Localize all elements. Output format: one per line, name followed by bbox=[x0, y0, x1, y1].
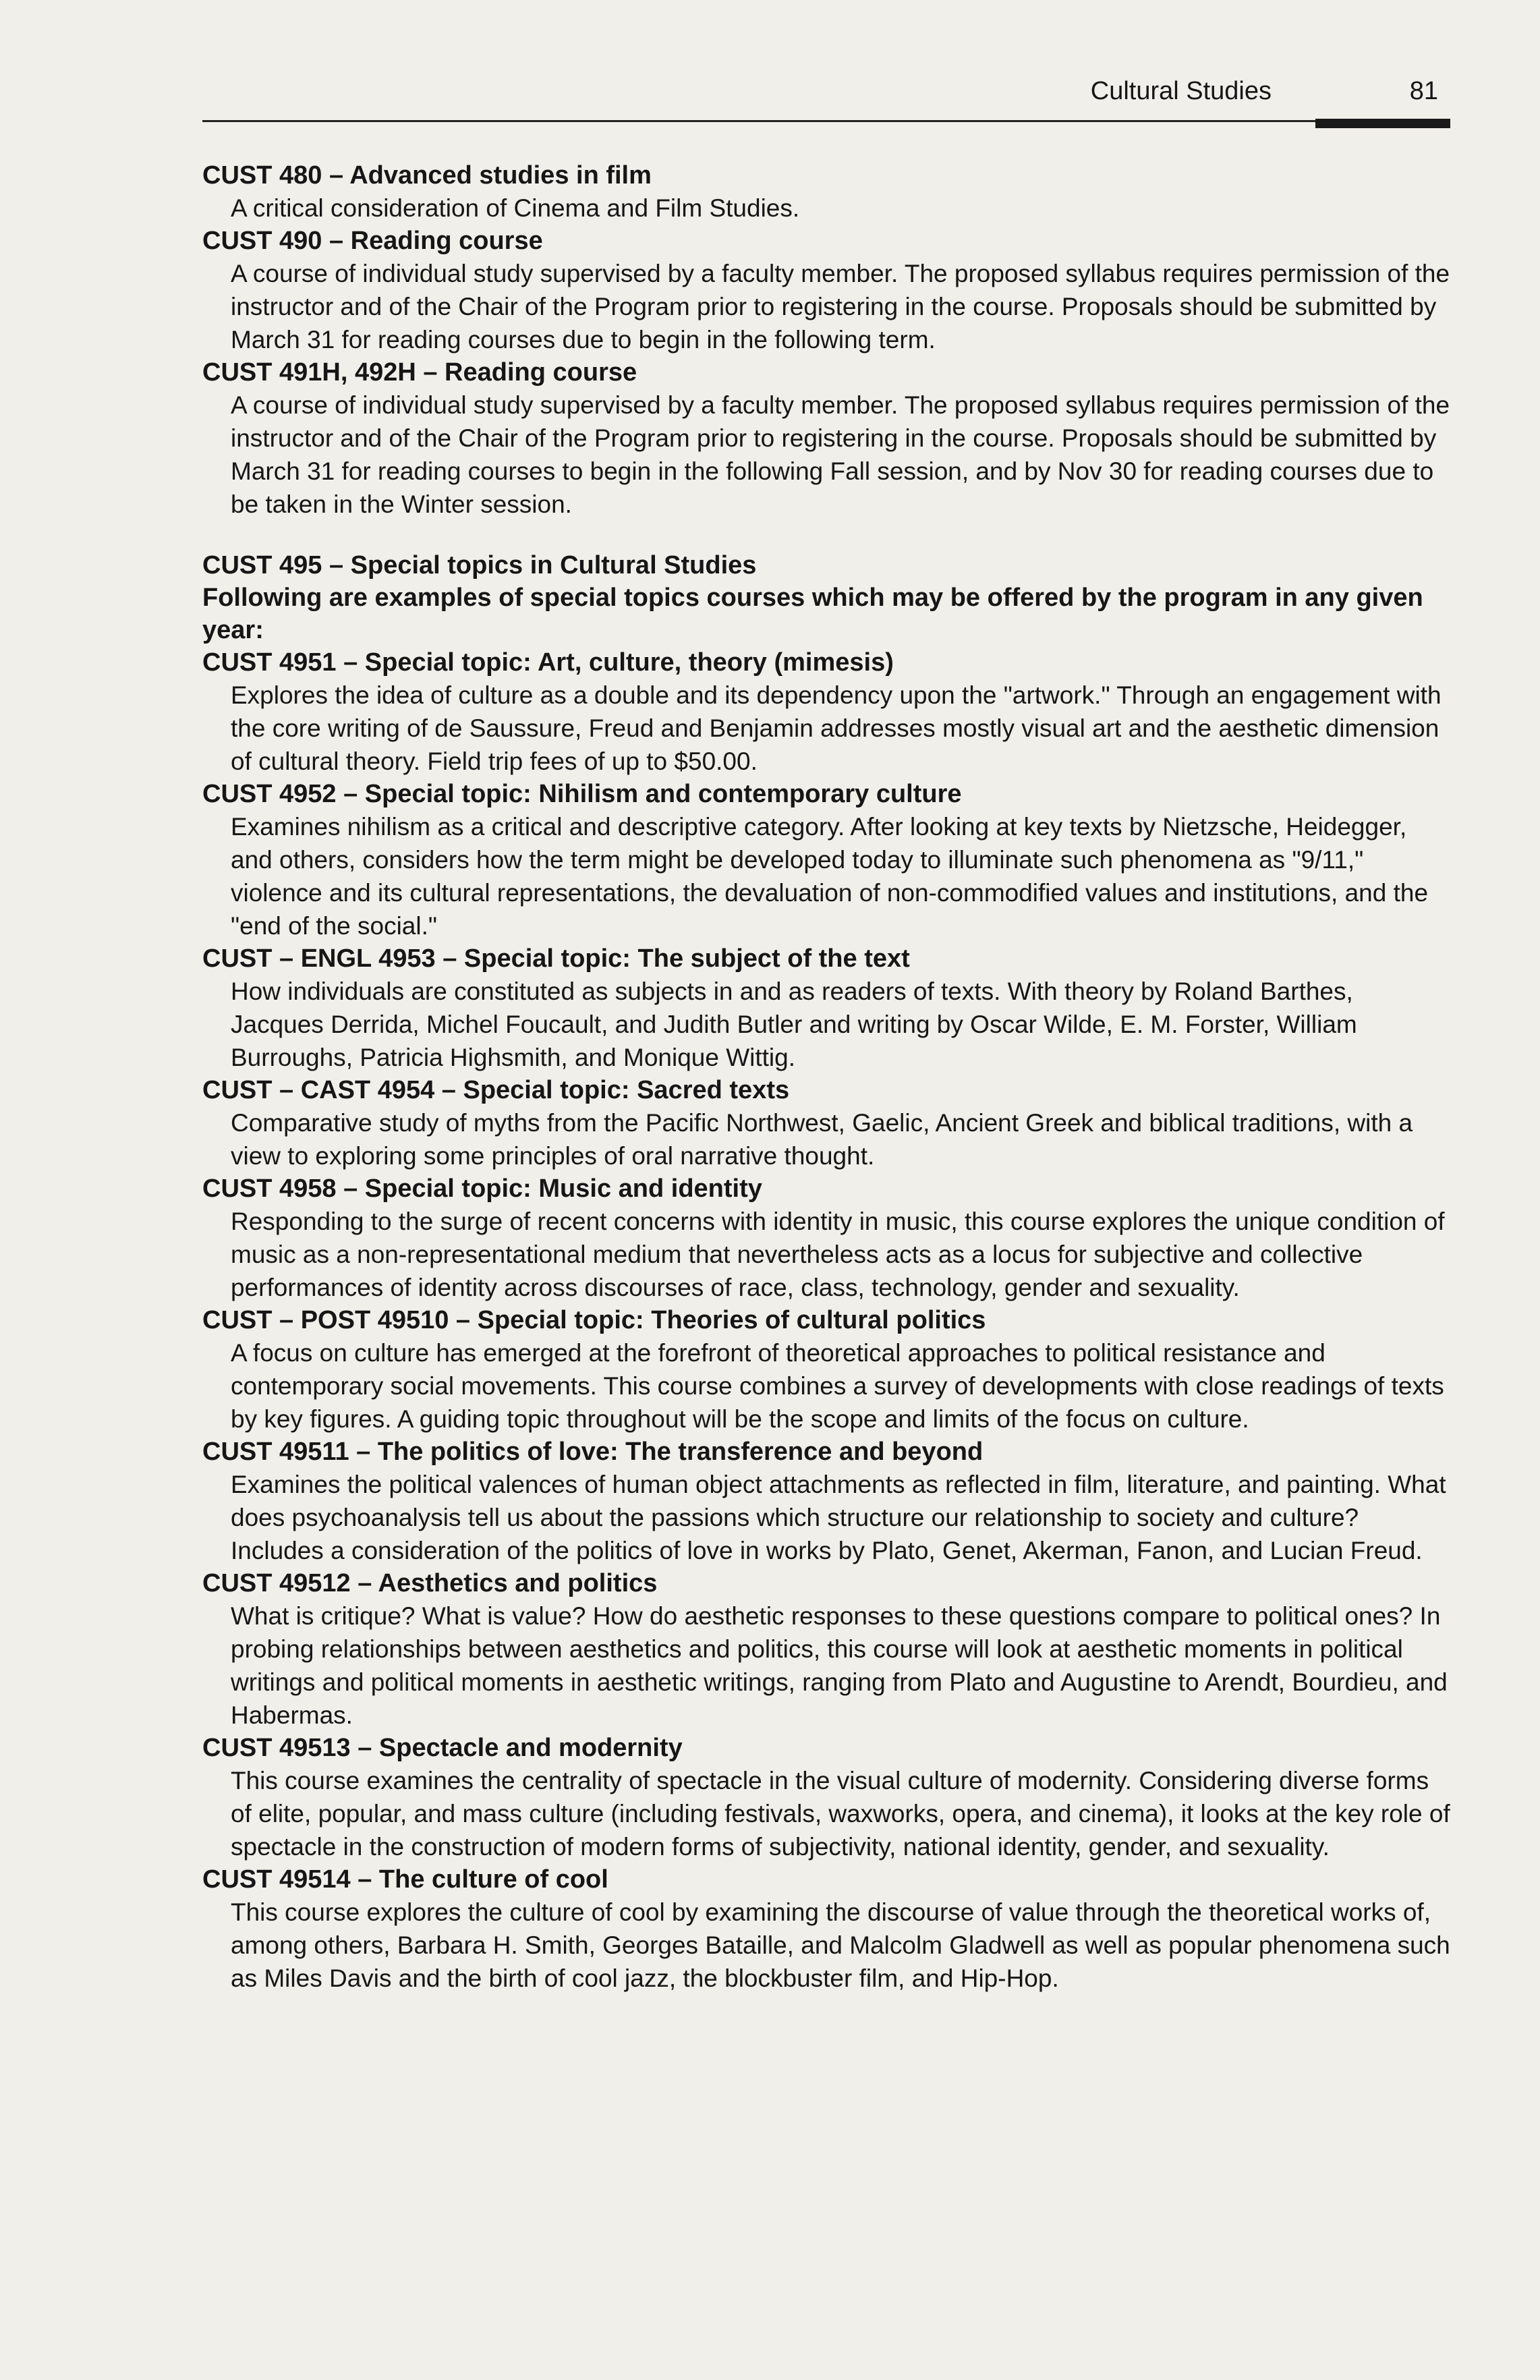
running-header-title: Cultural Studies bbox=[1090, 77, 1272, 105]
course-entry bbox=[202, 1074, 1450, 1172]
course-entry bbox=[202, 1863, 1450, 1995]
course-entry bbox=[202, 1732, 1450, 1863]
header-rule bbox=[202, 120, 1450, 122]
course-title: CUST – ENGL 4953 – Special topic: The subject of the text bbox=[202, 944, 910, 973]
course-entry bbox=[202, 646, 1450, 778]
course-entry bbox=[202, 1436, 1450, 1567]
course-entry bbox=[202, 942, 1450, 1074]
header-rule-accent bbox=[1315, 119, 1450, 128]
course-description: Examines nihilism as a critical and descriptive category. After looking at key texts by Nietzsche, Heidegger, and others, considers how the term might be developed today to illuminate such phenomena as "9/11," violence and its cultural representations, the devaluation of non-commodified values and institutions, and the "end of the social." bbox=[231, 813, 1429, 940]
course-title: CUST – POST 49510 – Special topic: Theories of cultural politics bbox=[202, 1306, 986, 1334]
course-title: CUST 480 – Advanced studies in film bbox=[202, 161, 652, 190]
course-title: CUST – CAST 4954 – Special topic: Sacred texts bbox=[202, 1076, 790, 1104]
course-listing bbox=[202, 159, 1450, 1995]
course-description: This course explores the culture of cool by examining the discourse of value through the theoretical works of, among others, Barbara H. Smith, Georges Bataille, and Malcolm Gladwell as well as popular phenomena such as Miles Davis and the birth of cool jazz, the blockbuster film, and Hip-Hop. bbox=[231, 1898, 1450, 1992]
section-spacer bbox=[202, 521, 1450, 549]
course-title: CUST 4952 – Special topic: Nihilism and contemporary culture bbox=[202, 780, 962, 808]
course-entry bbox=[202, 1304, 1450, 1436]
course-description: Explores the idea of culture as a double and its dependency upon the "artwork." Through an engagement with the core writing of de Saussure, Freud and Benjamin addresses mostly visual art and the aesthetic dimension of cultural theory. Field trip fees of up to $50.00. bbox=[231, 681, 1442, 775]
course-entry bbox=[202, 356, 1450, 521]
course-description: A course of individual study supervised by a faculty member. The proposed syllabus requires permission of the instructor and of the Chair of the Program prior to registering in the course. Proposals should be submitted by March 31 for reading courses due to begin in the following term. bbox=[231, 260, 1450, 353]
special-topics-intro: Following are examples of special topics courses which may be offered by the program in any given year: bbox=[202, 584, 1423, 644]
course-description: A critical consideration of Cinema and Film Studies. bbox=[231, 194, 800, 222]
course-title: CUST 491H, 492H – Reading course bbox=[202, 358, 637, 387]
course-entry bbox=[202, 225, 1450, 356]
page-header bbox=[202, 73, 1450, 115]
course-title: CUST 4958 – Special topic: Music and identity bbox=[202, 1174, 762, 1203]
course-description: What is critique? What is value? How do aesthetic responses to these questions compare to political ones? In probing relationships between aesthetics and politics, this course will look at aesthetic moments in political writings and political moments in aesthetic writings, ranging from Plato and Augustine to Arendt, Bourdieu, and Habermas. bbox=[231, 1602, 1448, 1729]
course-entry bbox=[202, 1567, 1450, 1732]
course-description: A course of individual study supervised by a faculty member. The proposed syllabus requires permission of the instructor and of the Chair of the Program prior to registering in the course. Proposals should be submitted by March 31 for reading courses to begin in the following Fall session, and by Nov 30 for reading courses due to be taken in the Winter session. bbox=[231, 391, 1450, 518]
course-title: CUST 4951 – Special topic: Art, culture, theory (mimesis) bbox=[202, 648, 894, 677]
page-number: 81 bbox=[1409, 77, 1438, 105]
course-entry bbox=[202, 159, 1450, 225]
course-description: Comparative study of myths from the Pacific Northwest, Gaelic, Ancient Greek and biblical traditions, with a view to exploring some principles of oral narrative thought. bbox=[231, 1109, 1413, 1170]
special-topics-title: CUST 495 – Special topics in Cultural Studies bbox=[202, 551, 757, 579]
course-description: Responding to the surge of recent concerns with identity in music, this course explores the unique condition of music as a non-representational medium that nevertheless acts as a locus for subjective and collective performances of identity across discourses of race, class, technology, gender and sexuality. bbox=[231, 1208, 1445, 1301]
course-description: How individuals are constituted as subjects in and as readers of texts. With theory by Roland Barthes, Jacques Derrida, Michel Foucault, and Judith Butler and writing by Oscar Wilde, E. M. Forster, William Burroughs, Patricia Highsmith, and Monique Wittig. bbox=[231, 978, 1357, 1071]
course-title: CUST 49514 – The culture of cool bbox=[202, 1865, 608, 1894]
course-entry bbox=[202, 1172, 1450, 1304]
course-entry bbox=[202, 778, 1450, 942]
course-title: CUST 49513 – Spectacle and modernity bbox=[202, 1734, 683, 1762]
course-description: This course examines the centrality of spectacle in the visual culture of modernity. Considering diverse forms of elite, popular, and mass culture (including festivals, waxworks, opera, and cinema), it looks at the key role of spectacle in the construction of modern forms of subjectivity, national identity, gender, and sexuality. bbox=[231, 1767, 1450, 1861]
course-description: A focus on culture has emerged at the forefront of theoretical approaches to political resistance and contemporary social movements. This course combines a survey of developments with close readings of texts by key figures. A guiding topic throughout will be the scope and limits of the focus on culture. bbox=[231, 1339, 1444, 1433]
course-title: CUST 490 – Reading course bbox=[202, 227, 543, 255]
course-title: CUST 49511 – The politics of love: The transference and beyond bbox=[202, 1438, 983, 1466]
course-title: CUST 49512 – Aesthetics and politics bbox=[202, 1569, 658, 1597]
course-description: Examines the political valences of human object attachments as reflected in film, literature, and painting. What does psychoanalysis tell us about the passions which structure our relationship to society and culture? Includes a consideration of the politics of love in works by Plato, Genet, Akerman, Fanon, and Lucian Freud. bbox=[231, 1471, 1446, 1564]
